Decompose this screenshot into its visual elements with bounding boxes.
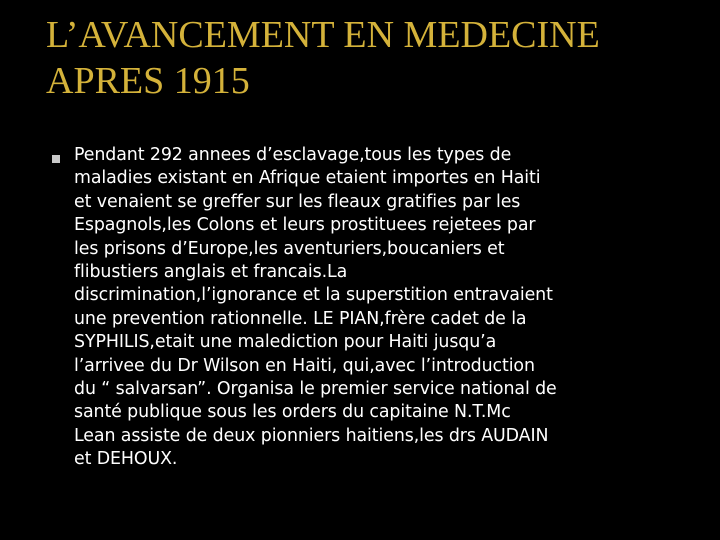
body-line: santé publique sous les orders du capitaine N.T.Mc [74, 402, 511, 423]
body-line: du “ salvarsan”. Organisa le premier service national de [74, 379, 557, 400]
bullet-marker-icon [52, 155, 60, 163]
body-line: SYPHILIS,etait une malediction pour Haiti jusqu’a [74, 332, 497, 353]
body-line: maladies existant en Afrique etaient importes en Haiti [74, 168, 541, 189]
body-line: Lean assiste de deux pionniers haitiens,les drs AUDAIN [74, 425, 549, 446]
slide-title-line-2: APRES 1915 [46, 60, 250, 102]
body-line: flibustiers anglais et francais.La [74, 262, 348, 283]
body-line: et venaient se greffer sur les fleaux gratifies par les [74, 191, 521, 212]
bullet-paragraph [74, 144, 694, 472]
body-line: une prevention rationnelle. LE PIAN,frère cadet de la [74, 308, 527, 329]
body-line: Espagnols,les Colons et leurs prostituees rejetees par [74, 215, 536, 236]
body-line: les prisons d’Europe,les aventuriers,boucaniers et [74, 238, 505, 259]
body-line: l’arrivee du Dr Wilson en Haiti, qui,avec l’introduction [74, 355, 535, 376]
body-line: et DEHOUX. [74, 449, 178, 470]
body-line: discrimination,l’ignorance et la superstition entravaient [74, 285, 553, 306]
body-line: Pendant 292 annees d’esclavage,tous les types de [74, 145, 512, 165]
slide-title [46, 12, 706, 104]
slide-title-line-1: L’AVANCEMENT EN MEDECINE [46, 14, 600, 56]
